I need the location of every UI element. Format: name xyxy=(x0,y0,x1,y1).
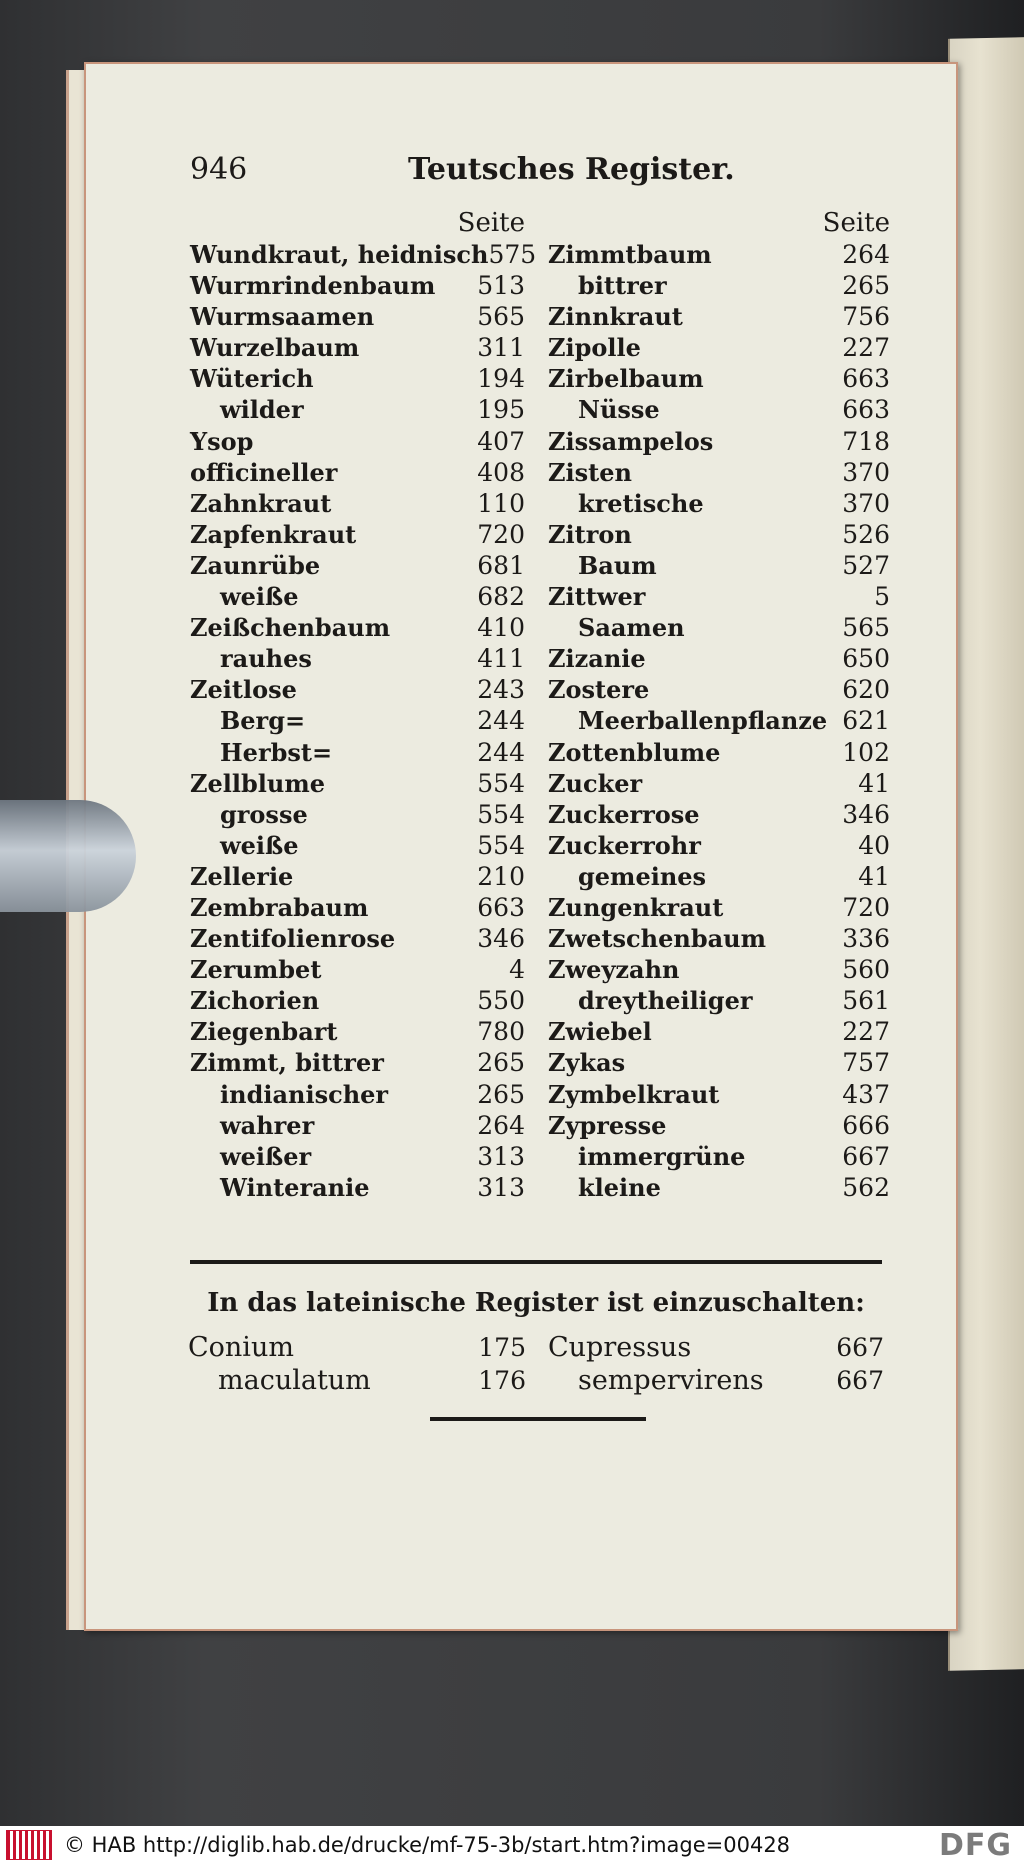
footer-copyright-link[interactable]: © HAB http://diglib.hab.de/drucke/mf-75-3b/start.htm?image=00428 xyxy=(64,1833,791,1857)
entry-page-number: 243 xyxy=(477,675,525,705)
entry-term: officineller xyxy=(190,457,338,487)
entry-term: Zellerie xyxy=(190,861,294,891)
entry-page-number: 311 xyxy=(477,333,525,363)
entry-page-number: 244 xyxy=(477,737,525,767)
register-entry xyxy=(190,1048,525,1079)
entry-page-number: 210 xyxy=(477,861,525,891)
entry-term: weißer xyxy=(220,1141,312,1171)
entry-term: Zottenblume xyxy=(548,737,721,767)
register-entry xyxy=(190,489,525,520)
register-entry xyxy=(190,333,525,364)
register-entry xyxy=(548,613,890,644)
entry-page-number: 244 xyxy=(477,706,525,736)
entry-term: Zaunrübe xyxy=(190,550,321,580)
entry-page-number: 513 xyxy=(477,271,525,301)
end-divider xyxy=(430,1417,646,1421)
page-number: 946 xyxy=(190,152,248,187)
entry-term: Wundkraut, heidnisch xyxy=(190,240,489,269)
register-entry xyxy=(190,893,525,924)
register-entry xyxy=(548,489,890,520)
entry-term: Zichorien xyxy=(190,986,320,1016)
insert-heading: In das lateinische Register ist einzuschalten: xyxy=(207,1288,865,1318)
register-entry xyxy=(190,613,525,644)
entry-term: Meerballenpflanze xyxy=(578,706,828,736)
register-entry xyxy=(190,240,537,271)
register-entry xyxy=(548,1048,890,1079)
entry-page-number: 718 xyxy=(842,426,890,456)
entry-page-number: 265 xyxy=(477,1048,525,1078)
entry-term: Zembrabaum xyxy=(190,892,369,922)
register-column-right xyxy=(548,208,890,1204)
entry-term: Saamen xyxy=(578,613,685,643)
register-entry xyxy=(190,675,525,706)
register-entry xyxy=(190,738,525,769)
entry-page-number: 227 xyxy=(842,333,890,363)
entry-page-number: 264 xyxy=(477,1110,525,1140)
facing-page-edge xyxy=(948,37,1024,1671)
entry-term: immergrüne xyxy=(578,1141,746,1171)
register-entry xyxy=(188,1332,526,1365)
register-entry xyxy=(190,800,525,831)
register-entry xyxy=(548,395,890,426)
entry-term: Zypresse xyxy=(548,1110,667,1140)
entry-page-number: 346 xyxy=(842,799,890,829)
entry-page-number: 102 xyxy=(842,737,890,767)
column-heading-right: Seite xyxy=(822,208,890,238)
entry-page-number: 554 xyxy=(477,768,525,798)
register-entry xyxy=(548,955,890,986)
register-entry xyxy=(190,582,525,613)
entry-term: gemeines xyxy=(578,861,707,891)
entry-page-number: 313 xyxy=(477,1141,525,1171)
entry-term: Cupressus xyxy=(548,1332,692,1363)
register-entry xyxy=(190,1017,525,1048)
entry-page-number: 550 xyxy=(477,986,525,1016)
entry-term: rauhes xyxy=(220,644,312,674)
register-entry xyxy=(548,986,890,1017)
entry-page-number: 176 xyxy=(478,1366,526,1395)
entry-term: dreytheiliger xyxy=(578,986,753,1016)
entry-page-number: 663 xyxy=(842,395,890,425)
entry-term: wilder xyxy=(220,395,304,425)
register-entry xyxy=(548,1332,884,1365)
entry-term: Zucker xyxy=(548,768,643,798)
register-entry xyxy=(190,862,525,893)
entry-term: kleine xyxy=(578,1172,661,1202)
register-entry xyxy=(190,1111,525,1142)
entry-page-number: 780 xyxy=(477,1017,525,1047)
entry-page-number: 195 xyxy=(477,395,525,425)
entry-term: Wurmrindenbaum xyxy=(190,271,436,301)
register-entry xyxy=(548,1017,890,1048)
register-entry xyxy=(190,955,525,986)
register-entry xyxy=(190,644,525,675)
register-entry xyxy=(548,924,890,955)
entry-term: Zweyzahn xyxy=(548,955,680,985)
register-entry xyxy=(548,675,890,706)
entry-page-number: 621 xyxy=(842,706,890,736)
entry-page-number: 565 xyxy=(842,613,890,643)
entry-page-number: 667 xyxy=(842,1141,890,1171)
register-entry xyxy=(548,1142,890,1173)
entry-term: Zapfenkraut xyxy=(190,519,357,549)
entry-page-number: 5 xyxy=(874,582,890,612)
entry-term: Zerumbet xyxy=(190,955,322,985)
entry-page-number: 265 xyxy=(477,1079,525,1109)
footer-bar xyxy=(0,1826,1024,1864)
entry-page-number: 370 xyxy=(842,457,890,487)
dfg-logo: DFG xyxy=(938,1827,1012,1863)
entry-term: Zimmt, bittrer xyxy=(190,1048,384,1078)
register-entry xyxy=(190,769,525,800)
entry-page-number: 175 xyxy=(478,1333,526,1362)
register-entry xyxy=(548,738,890,769)
entry-page-number: 437 xyxy=(842,1079,890,1109)
entry-term: Zeißchenbaum xyxy=(190,613,391,643)
entry-page-number: 40 xyxy=(858,830,890,860)
entry-page-number: 110 xyxy=(477,488,525,518)
entry-page-number: 411 xyxy=(477,644,525,674)
entry-term: indianischer xyxy=(220,1079,389,1109)
register-entry xyxy=(548,1080,890,1111)
entry-term: Zuckerrose xyxy=(548,799,700,829)
entry-term: Zahnkraut xyxy=(190,488,332,518)
column-heading-left: Seite xyxy=(457,208,525,238)
entry-term: Zellblume xyxy=(190,768,326,798)
entry-term: Zisten xyxy=(548,457,632,487)
entry-term: Zizanie xyxy=(548,644,646,674)
entry-term: Zwetschenbaum xyxy=(548,924,767,954)
register-entry xyxy=(548,271,890,302)
entry-term: weiße xyxy=(220,830,299,860)
entry-term: Zittwer xyxy=(548,582,646,612)
entry-term: bittrer xyxy=(578,271,667,301)
entry-page-number: 757 xyxy=(842,1048,890,1078)
entry-page-number: 554 xyxy=(477,830,525,860)
entry-page-number: 526 xyxy=(842,519,890,549)
entry-page-number: 663 xyxy=(477,892,525,922)
register-entry xyxy=(190,986,525,1017)
register-entry xyxy=(548,706,890,737)
section-divider xyxy=(190,1260,882,1264)
register-entry xyxy=(548,458,890,489)
register-entry xyxy=(190,551,525,582)
entry-page-number: 264 xyxy=(842,240,890,269)
entry-page-number: 554 xyxy=(477,799,525,829)
register-entry xyxy=(190,364,525,395)
register-entry xyxy=(190,924,525,955)
register-entry xyxy=(548,582,890,613)
entry-page-number: 41 xyxy=(858,861,890,891)
entry-page-number: 346 xyxy=(477,924,525,954)
entry-page-number: 370 xyxy=(842,488,890,518)
entry-term: Wüterich xyxy=(190,364,314,394)
entry-page-number: 265 xyxy=(842,271,890,301)
entry-page-number: 620 xyxy=(842,675,890,705)
register-entry xyxy=(190,831,525,862)
register-entry xyxy=(548,831,890,862)
entry-page-number: 408 xyxy=(477,457,525,487)
entry-page-number: 560 xyxy=(842,955,890,985)
entry-term: Zwiebel xyxy=(548,1017,652,1047)
register-entry xyxy=(548,893,890,924)
register-entry xyxy=(190,458,525,489)
register-entry xyxy=(190,302,525,333)
barcode-logo-icon xyxy=(6,1830,52,1860)
entry-term: Zimmtbaum xyxy=(548,240,712,269)
register-entry xyxy=(548,769,890,800)
register-entry xyxy=(548,364,890,395)
entry-term: Zykas xyxy=(548,1048,626,1078)
entry-term: Wurmsaamen xyxy=(190,302,375,332)
entry-page-number: 650 xyxy=(842,644,890,674)
register-entry xyxy=(548,333,890,364)
entry-term: maculatum xyxy=(218,1365,371,1396)
entry-page-number: 561 xyxy=(842,986,890,1016)
entry-page-number: 667 xyxy=(836,1366,884,1395)
entry-page-number: 666 xyxy=(842,1110,890,1140)
register-entry xyxy=(548,1365,884,1398)
entry-page-number: 4 xyxy=(509,955,525,985)
entry-term: Zungenkraut xyxy=(548,892,724,922)
entry-term: Herbst= xyxy=(220,737,333,767)
register-entry xyxy=(548,240,890,271)
entry-term: Conium xyxy=(188,1332,294,1363)
entry-term: Winteranie xyxy=(220,1172,370,1202)
entry-term: Nüsse xyxy=(578,395,660,425)
register-entry xyxy=(188,1365,526,1398)
register-entry xyxy=(548,302,890,333)
latin-column-right xyxy=(548,1332,884,1398)
entry-term: kretische xyxy=(578,488,704,518)
entry-page-number: 720 xyxy=(477,519,525,549)
entry-term: Zeitlose xyxy=(190,675,297,705)
entry-term: Ysop xyxy=(190,426,254,456)
entry-page-number: 756 xyxy=(842,302,890,332)
register-entry xyxy=(548,520,890,551)
register-entry xyxy=(548,1111,890,1142)
register-entry xyxy=(190,520,525,551)
register-entry xyxy=(548,644,890,675)
entry-page-number: 194 xyxy=(477,364,525,394)
register-entry xyxy=(190,427,525,458)
register-entry xyxy=(548,551,890,582)
register-entry xyxy=(190,1142,525,1173)
entry-page-number: 720 xyxy=(842,892,890,922)
scanner-clip xyxy=(0,800,136,912)
entry-term: wahrer xyxy=(220,1110,315,1140)
entry-term: Zuckerrohr xyxy=(548,830,701,860)
entry-page-number: 681 xyxy=(477,550,525,580)
register-entry xyxy=(190,271,525,302)
latin-column-left xyxy=(188,1332,526,1398)
entry-page-number: 527 xyxy=(842,550,890,580)
entry-term: Zipolle xyxy=(548,333,641,363)
register-entry xyxy=(190,1080,525,1111)
entry-term: weiße xyxy=(220,582,299,612)
entry-page-number: 575 xyxy=(488,240,537,269)
register-entry xyxy=(548,427,890,458)
entry-term: Zissampelos xyxy=(548,426,714,456)
entry-term: Berg= xyxy=(220,706,306,736)
entry-term: Wurzelbaum xyxy=(190,333,360,363)
entry-term: sempervirens xyxy=(578,1365,764,1396)
register-entry xyxy=(548,862,890,893)
entry-page-number: 663 xyxy=(842,364,890,394)
entry-term: Zitron xyxy=(548,519,632,549)
register-column-left xyxy=(190,208,537,1204)
entry-term: Zentifolienrose xyxy=(190,924,396,954)
entry-term: Baum xyxy=(578,550,657,580)
entry-term: Zinnkraut xyxy=(548,302,683,332)
entry-term: grosse xyxy=(220,799,308,829)
entry-page-number: 407 xyxy=(477,426,525,456)
running-head-title: Teutsches Register. xyxy=(408,152,735,187)
entry-page-number: 227 xyxy=(842,1017,890,1047)
entry-page-number: 565 xyxy=(477,302,525,332)
entry-page-number: 41 xyxy=(858,768,890,798)
entry-term: Zymbelkraut xyxy=(548,1079,720,1109)
entry-page-number: 682 xyxy=(477,582,525,612)
register-entry xyxy=(190,706,525,737)
entry-page-number: 313 xyxy=(477,1172,525,1202)
register-entry xyxy=(548,1173,890,1204)
entry-term: Ziegenbart xyxy=(190,1017,338,1047)
entry-page-number: 667 xyxy=(836,1333,884,1362)
register-entry xyxy=(548,800,890,831)
entry-term: Zostere xyxy=(548,675,650,705)
entry-page-number: 410 xyxy=(477,613,525,643)
register-entry xyxy=(190,395,525,426)
entry-page-number: 336 xyxy=(842,924,890,954)
register-entry xyxy=(190,1173,525,1204)
entry-page-number: 562 xyxy=(842,1172,890,1202)
entry-term: Zirbelbaum xyxy=(548,364,704,394)
